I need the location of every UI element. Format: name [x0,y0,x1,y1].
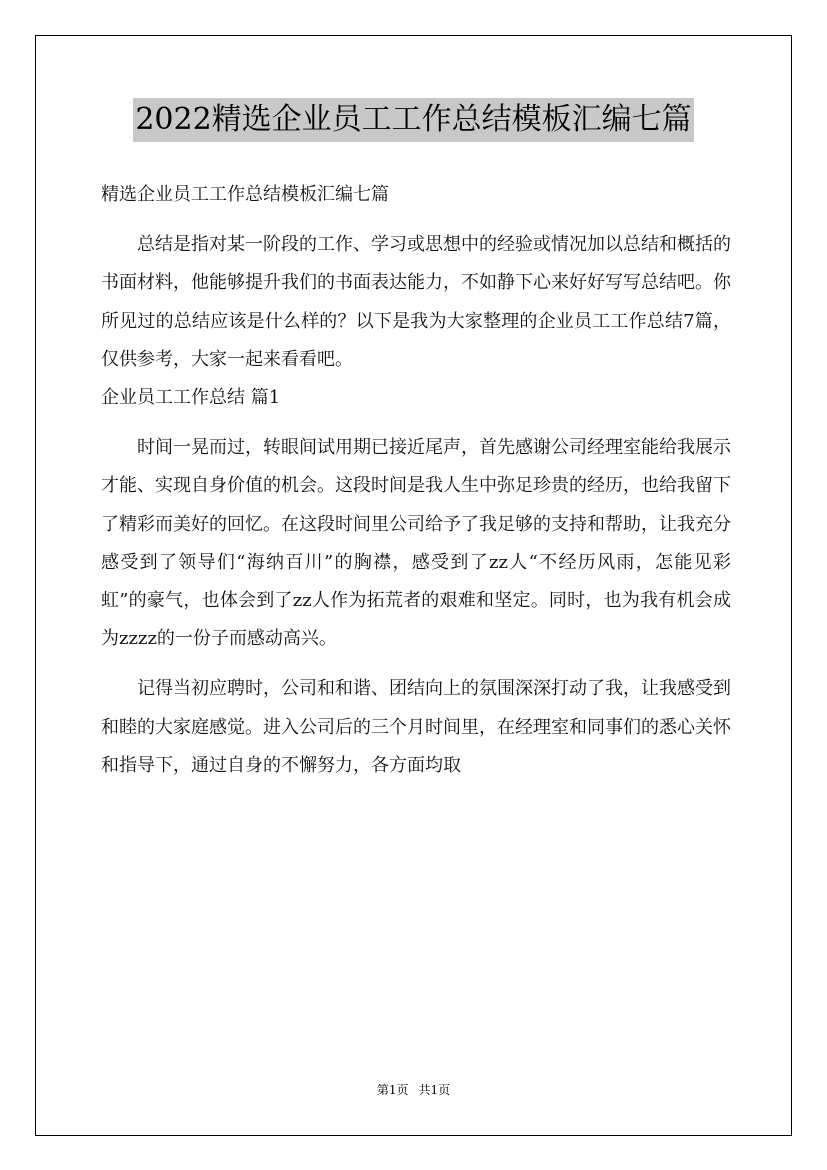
intro-paragraph: 总结是指对某一阶段的工作、学习或思想中的经验或情况加以总结和概括的书面材料，他能够提升我们的书面表达能力，不如静下心来好好写写总结吧。你所见过的总结应该是什么样的？以下是我为大家整理的企业员工工作总结7篇，仅供参考，大家一起来看看吧。 [101,234,731,370]
page-number-current: 第1页 [376,1083,409,1097]
section-paragraph-2: 记得当初应聘时，公司和和谐、团结向上的氛围深深打动了我，让我感受到和睦的大家庭感觉。进入公司后的三个月时间里，在经理室和同事们的悉心关怀和指导下，通过自身的不懈努力，各方面均取 [101,678,731,776]
section-heading: 企业员工工作总结 篇1 [101,387,281,409]
document-body [101,174,731,785]
title-container [0,98,827,142]
document-subtitle: 精选企业员工工作总结模板汇编七篇 [101,184,389,205]
section-paragraph-1: 时间一晃而过，转眼间试用期已接近尾声，首先感谢公司经理室能给我展示才能、实现自身价值的机会。这段时间是我人生中弥足珍贵的经历，也给我留下了精彩而美好的回忆。在这段时间里公司给予了我足够的支持和帮助，让我充分感受到了领导们“海纳百川”的胸襟，感受到了zz人“不经历风雨，怎能见彩虹”的豪气，也体会到了zz人作为拓荒者的艰难和坚定。同时，也为我有机会成为zzzz的一份子而感动高兴。 [101,437,731,650]
page-footer [0,1082,827,1098]
page-number-total: 共1页 [418,1083,451,1097]
document-title: 2022精选企业员工工作总结模板汇编七篇 [133,98,693,142]
